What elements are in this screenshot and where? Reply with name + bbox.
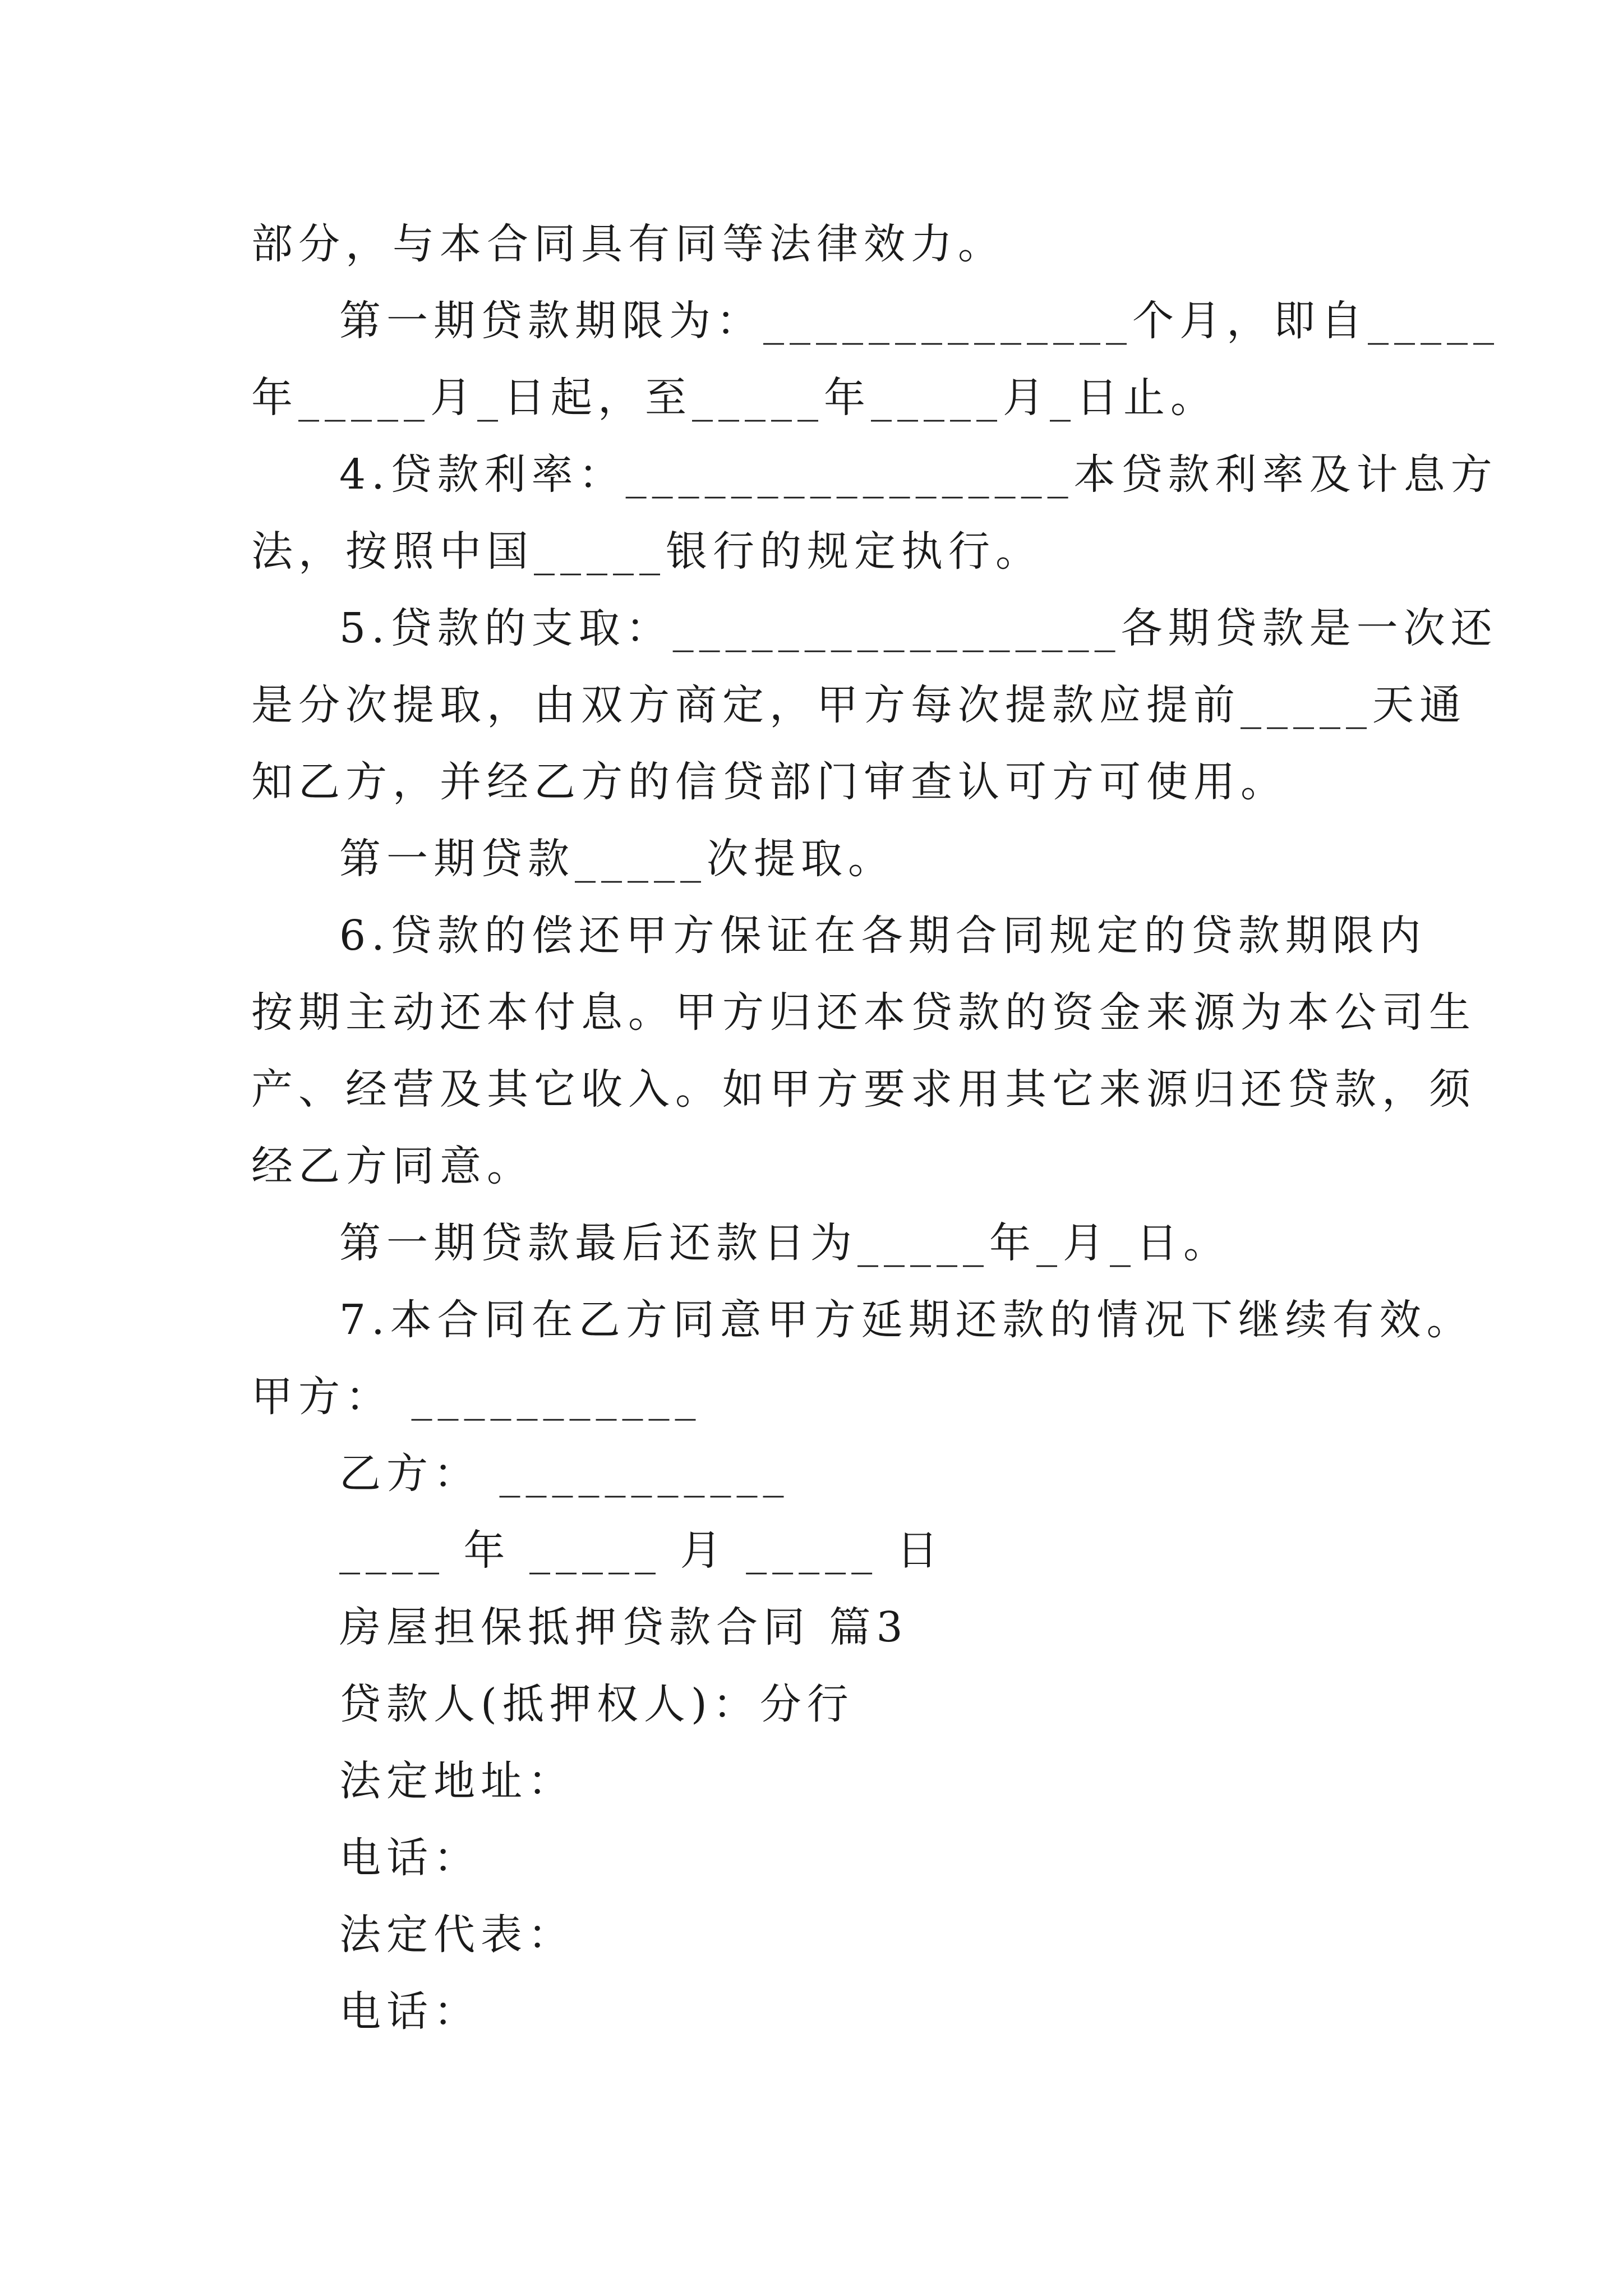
text-line-14: 第一期贷款最后还款日为_____年_月_日。 xyxy=(339,1219,1230,1267)
text-line-3: 年_____月_日起，至_____年_____月_日止。 xyxy=(251,374,1218,422)
text-line-2: 第一期贷款期限为：______________个月，即自_____ xyxy=(339,297,1500,345)
text-line-13: 经乙方同意。 xyxy=(251,1142,534,1190)
section-heading: 房屋担保抵押贷款合同 篇3 xyxy=(339,1603,909,1651)
text-line-8: 知乙方，并经乙方的信贷部门审查认可方可使用。 xyxy=(251,758,1288,806)
text-line-9: 第一期贷款_____次提取。 xyxy=(339,835,895,883)
text-line-5: 法，按照中国_____银行的规定执行。 xyxy=(251,527,1043,576)
date-line: ____ 年 _____ 月 _____ 日 xyxy=(339,1526,944,1575)
text-line-12: 产、经营及其它收入。如甲方要求用其它来源归还贷款，须 xyxy=(251,1065,1476,1114)
text-line-11: 按期主动还本付息。甲方归还本贷款的资金来源为本公司生 xyxy=(251,988,1476,1037)
party-a-line: 甲方： ___________ xyxy=(251,1373,702,1421)
phone-line-2: 电话： xyxy=(339,1987,481,2036)
phone-line-1: 电话： xyxy=(339,1834,481,1882)
text-line-1: 部分，与本合同具有同等法律效力。 xyxy=(251,220,1005,268)
text-line-7: 是分次提取，由双方商定，甲方每次提款应提前_____天通 xyxy=(251,681,1467,729)
text-line-10: 6.贷款的偿还甲方保证在各期合同规定的贷款期限内 xyxy=(339,912,1427,960)
legal-representative-line: 法定代表： xyxy=(339,1911,575,1959)
party-b-line: 乙方： ___________ xyxy=(339,1450,790,1498)
text-line-4: 4.贷款利率：_________________本贷款利率及计息方 xyxy=(339,450,1498,499)
text-line-6: 5.贷款的支取：_________________各期贷款是一次还 xyxy=(339,604,1498,652)
legal-address-line: 法定地址： xyxy=(339,1757,575,1805)
lender-line: 贷款人(抵押权人)：分行 xyxy=(339,1680,854,1728)
text-line-15: 7.本合同在乙方同意甲方延期还款的情况下继续有效。 xyxy=(339,1296,1474,1344)
